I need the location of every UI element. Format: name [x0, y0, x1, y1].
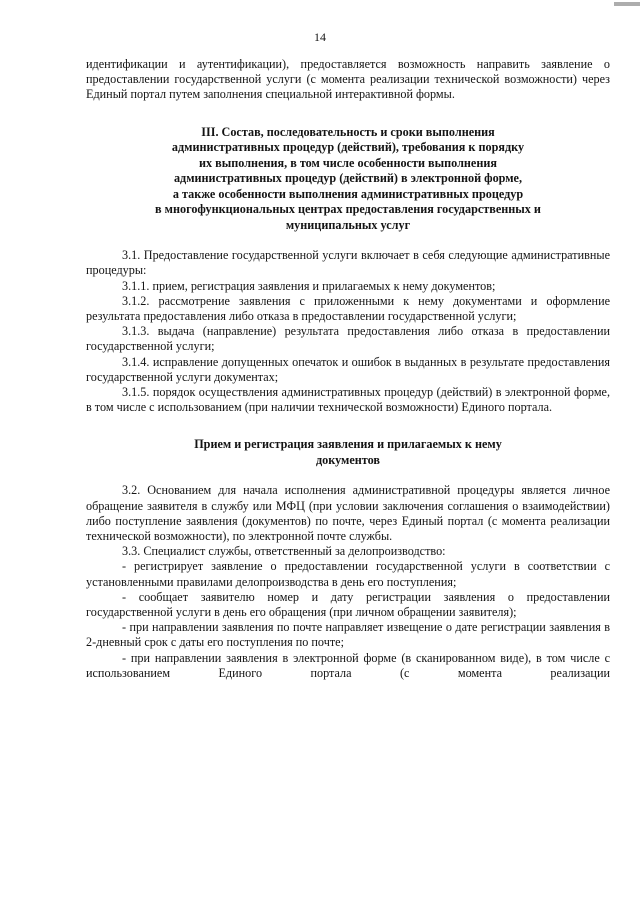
- page-number: 14: [314, 30, 326, 44]
- paragraph-3-3: 3.3. Специалист службы, ответственный за делопроизводство:: [122, 544, 446, 559]
- heading-line: а также особенности выполнения административных процедур: [172, 186, 524, 201]
- subsection-heading: [86, 437, 610, 468]
- paragraph-3-1: 3.1. Предоставление государственной услуги включает в себя следующие административные процедуры:: [86, 248, 610, 278]
- heading-line: административных процедур (действий) в электронной форме,: [173, 171, 523, 186]
- paragraph-3-1-5: 3.1.5. порядок осуществления административных процедур (действий) в электронной форме, в том числе с использованием (при наличии технической возможности) Единого портала.: [86, 384, 610, 415]
- heading-line: Прием и регистрация заявления и прилагаемых к нему: [194, 437, 502, 452]
- paragraph-3-1-4: 3.1.4. исправление допущенных опечаток и ошибок в выданных в результате предоставления государственной услуги документах;: [86, 354, 610, 384]
- heading-line: административных процедур (действий), требования к порядку: [171, 140, 525, 155]
- list-item-electronic: - при направлении заявления в электронной форме (в сканированном виде), в том числе с использованием Единого портала (с момента реализации: [86, 650, 610, 680]
- heading-line: в многофункциональных центрах предоставления государственных и: [155, 202, 541, 217]
- section-3-heading: [86, 125, 610, 234]
- paragraph-3-1-1: 3.1.1. прием, регистрация заявления и прилагаемых к нему документов;: [122, 278, 496, 293]
- list-item-inform: - сообщает заявителю номер и дату регистрации заявления о предоставлении государственной услуги в день его обращения (при личном обращении заявителя);: [86, 589, 610, 619]
- paragraph-3-1-3: 3.1.3. выдача (направление) результата предоставления либо отказа в предоставлении государственной услуги;: [86, 324, 610, 354]
- heading-line: муниципальных услуг: [285, 217, 411, 232]
- paragraph-3-2: 3.2. Основанием для начала исполнения административной процедуры является личное обращение заявителя в службу или МФЦ (при условии заключения соглашения о взаимодействии) либо поступление заявления (документов) по почте, через Единый портал (с момента реализации технической возможности), по электронной почте службы.: [86, 483, 610, 543]
- list-item-mail-notice: - при направлении заявления по почте направляет извещение о дате регистрации заявления в 2-дневный срок с даты его поступления по почте;: [86, 620, 610, 650]
- heading-line: документов: [316, 452, 380, 467]
- scan-corner-mark: [614, 2, 640, 6]
- paragraph-3-1-2: 3.1.2. рассмотрение заявления с приложенными к нему документами и оформление результата предоставления либо отказа в предоставлении государственной услуги;: [86, 293, 610, 323]
- page-content: [86, 57, 610, 681]
- heading-line: III. Состав, последовательность и сроки выполнения: [201, 124, 495, 139]
- heading-line: их выполнения, в том числе особенности выполнения: [199, 155, 497, 170]
- list-item-register: - регистрирует заявление о предоставлении государственной услуги в соответствии с установленными правилами делопроизводства в день его поступления;: [86, 559, 610, 589]
- intro-paragraph: идентификации и аутентификации), предоставляется возможность направить заявление о предоставлении государственной услуги (с момента реализации технической возможности) через Единый портал путем заполнения специальной интерактивной формы.: [86, 57, 610, 102]
